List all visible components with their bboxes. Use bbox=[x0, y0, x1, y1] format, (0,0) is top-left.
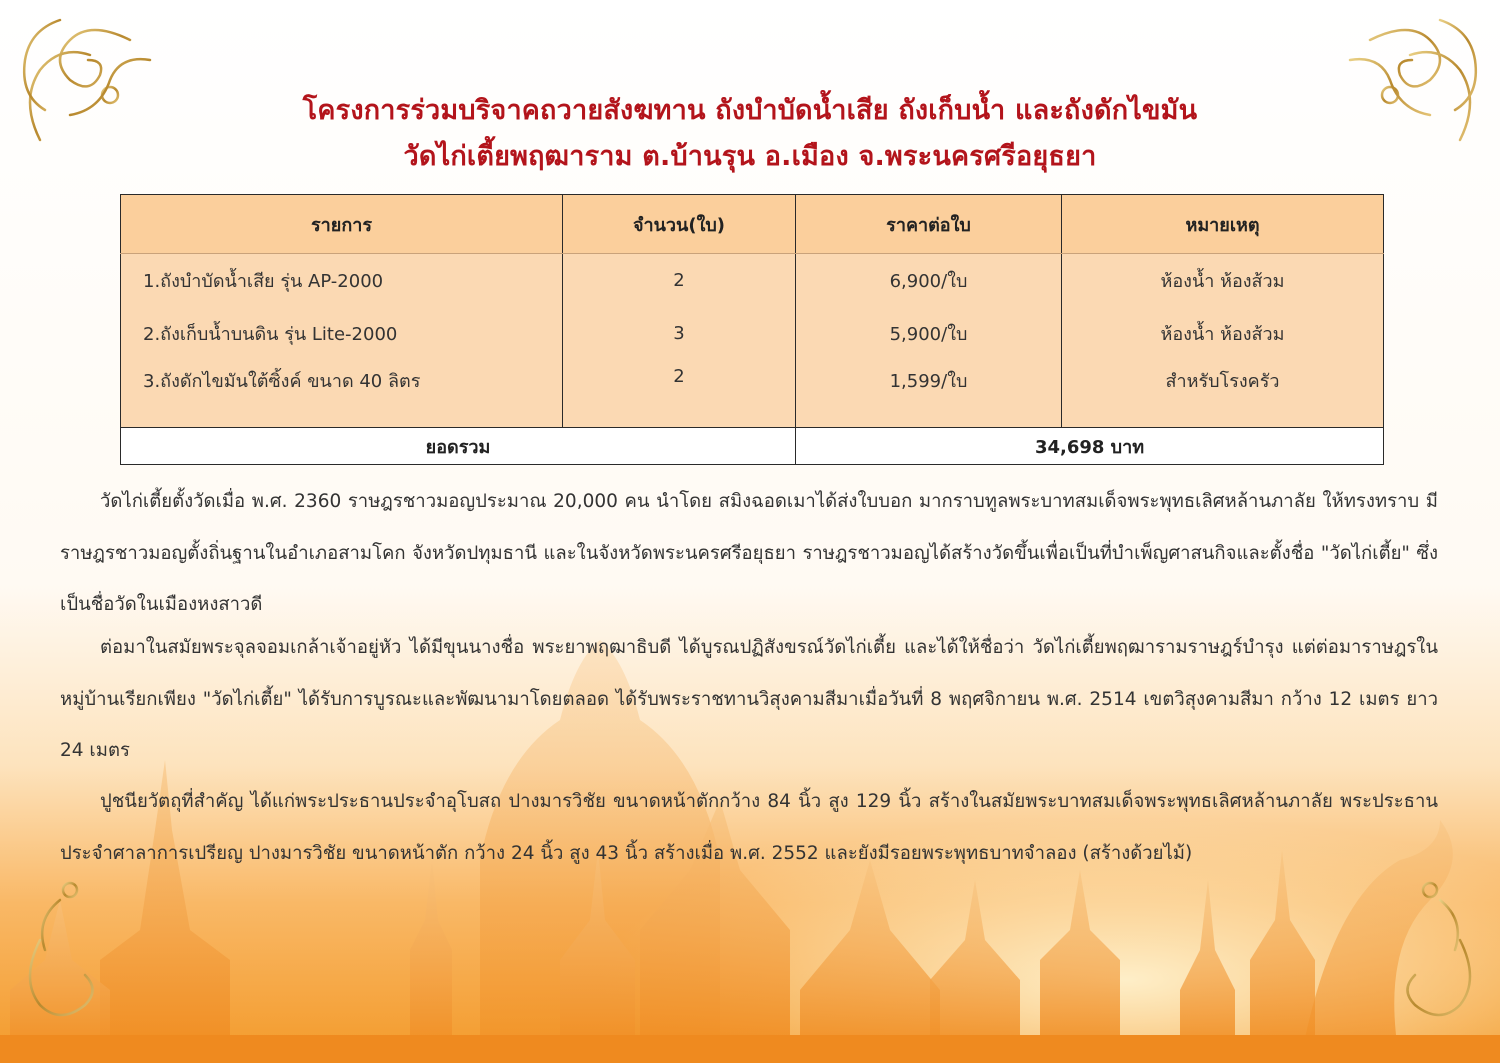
cell-item: 3.ถังดักไขมันใต้ซิ้งค์ ขนาด 40 ลิตร bbox=[121, 360, 563, 428]
table-row bbox=[121, 360, 1384, 428]
donation-items-table bbox=[120, 194, 1384, 465]
header-note: หมายเหตุ bbox=[1062, 195, 1384, 254]
cell-quantity: 3 bbox=[563, 307, 796, 360]
project-title-line-2: วัดไก่เตี้ยพฤฒาราม ต.บ้านรุน อ.เมือง จ.พระนครศรีอยุธยา bbox=[403, 141, 1097, 172]
cell-quantity: 2 bbox=[563, 360, 796, 428]
cell-unit-price: 1,599/ใบ bbox=[796, 360, 1062, 428]
cell-note: ห้องน้ำ ห้องส้วม bbox=[1062, 307, 1384, 360]
paragraph-text: ปูชนียวัตถุที่สำคัญ ได้แก่พระประธานประจำอุโบสถ ปางมารวิชัย ขนาดหน้าตักกว้าง 84 นิ้ว สูง 129 นิ้ว สร้างในสมัยพระบาทสมเด็จพระพุทธเลิศหล้านภาลัย พระประธานประจำศาลาการเปรียญ ปางมารวิชัย ขนาดหน้าตัก กว้าง 24 นิ้ว สูง 43 นิ้ว สร้างเมื่อ พ.ศ. 2552 และยังมีรอยพระพุทธบาทจำลอง (สร้างด้วยไม้) bbox=[60, 791, 1438, 864]
cell-note: ห้องน้ำ ห้องส้วม bbox=[1062, 254, 1384, 308]
table-row bbox=[121, 307, 1384, 360]
cell-unit-price: 6,900/ใบ bbox=[796, 254, 1062, 308]
header-unit-price: ราคาต่อใบ bbox=[796, 195, 1062, 254]
total-row bbox=[121, 428, 1384, 465]
paragraph-text: วัดไก่เตี้ยตั้งวัดเมื่อ พ.ศ. 2360 ราษฎรชาวมอญประมาณ 20,000 คน นำโดย สมิงฉอดเมาได้ส่งใบบอก มากราบทูลพระบาทสมเด็จพระพุทธเลิศหล้านภาลัย ให้ทรงทราบ มีราษฎรชาวมอญตั้งถิ่นฐานในอำเภอสามโคก จังหวัดปทุมธานี และในจังหวัดพระนครศรีอยุธยา ราษฎรชาวมอญได้สร้างวัดขึ้นเพื่อเป็นที่บำเพ็ญศาสนกิจและตั้งชื่อ "วัดไก่เตี้ย" ซึ่งเป็นชื่อวัดในเมืองหงสาวดี bbox=[60, 491, 1438, 615]
total-value: 34,698 บาท bbox=[796, 428, 1384, 465]
history-paragraph-2 bbox=[60, 622, 1438, 777]
project-title-line-1: โครงการร่วมบริจาคถวายสังฆทาน ถังบำบัดน้ำเสีย ถังเก็บน้ำ และถังดักไขมัน bbox=[302, 95, 1198, 126]
history-paragraph-3 bbox=[60, 776, 1438, 879]
cell-quantity: 2 bbox=[563, 254, 796, 308]
history-paragraph-1 bbox=[60, 476, 1438, 631]
header-quantity: จำนวน(ใบ) bbox=[563, 195, 796, 254]
cell-item: 2.ถังเก็บน้ำบนดิน รุ่น Lite-2000 bbox=[121, 307, 563, 360]
table-header-row bbox=[121, 195, 1384, 254]
paragraph-text: ต่อมาในสมัยพระจุลจอมเกล้าเจ้าอยู่หัว ได้มีขุนนางชื่อ พระยาพฤฒาธิบดี ได้บูรณปฏิสังขรณ์วัดไก่เตี้ย และได้ให้ชื่อว่า วัดไก่เตี้ยพฤฒารามราษฎร์บำรุง แต่ต่อมาราษฎรในหมู่บ้านเรียกเพียง "วัดไก่เตี้ย" ได้รับการบูรณะและพัฒนามาโดยตลอด ได้รับพระราชทานวิสุงคามสีมาเมื่อวันที่ 8 พฤศจิกายน พ.ศ. 2514 เขตวิสุงคามสีมา กว้าง 12 เมตร ยาว 24 เมตร bbox=[60, 637, 1438, 761]
cell-unit-price: 5,900/ใบ bbox=[796, 307, 1062, 360]
table-row bbox=[121, 254, 1384, 308]
total-label: ยอดรวม bbox=[121, 428, 796, 465]
cell-note: สำหรับโรงครัว bbox=[1062, 360, 1384, 428]
header-item: รายการ bbox=[121, 195, 563, 254]
cell-item: 1.ถังบำบัดน้ำเสีย รุ่น AP-2000 bbox=[121, 254, 563, 308]
